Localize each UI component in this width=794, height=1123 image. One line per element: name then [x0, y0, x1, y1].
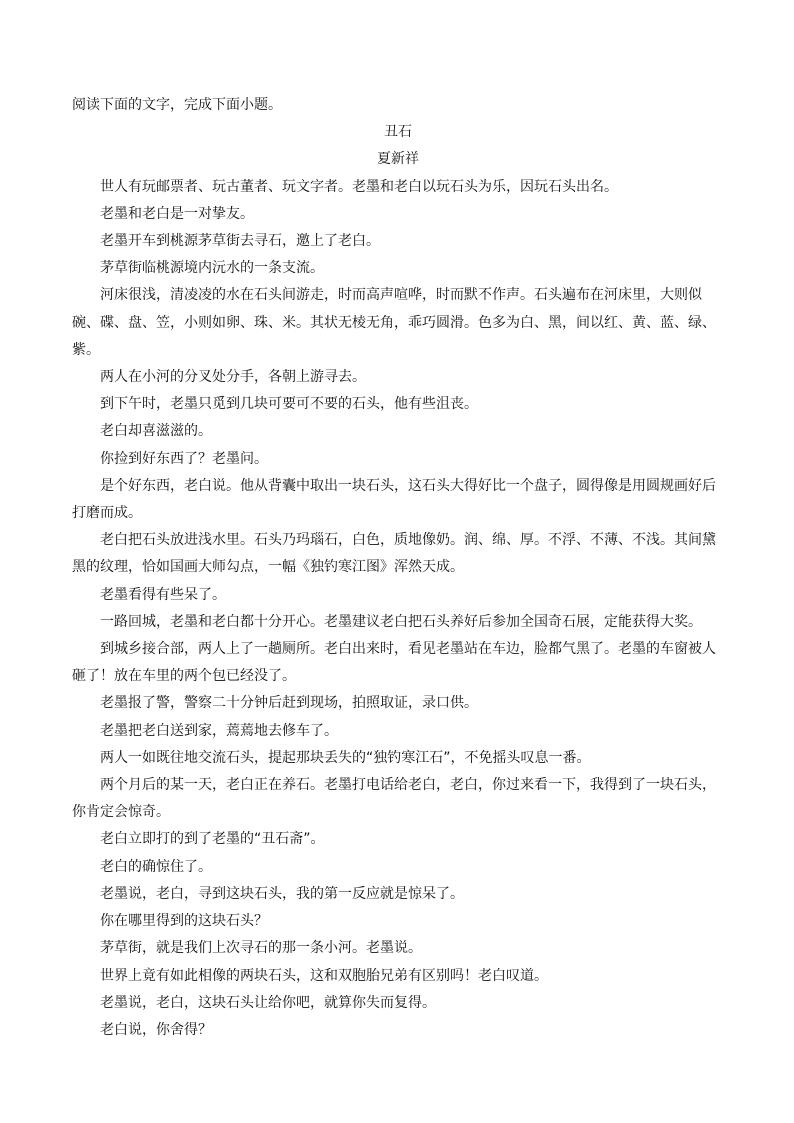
story-paragraph: 到城乡接合部，两人上了一趟厕所。老白出来时，看见老墨站在车边，脸都气黑了。老墨的车窗被人砸了！放在车里的两个包已经没了。 [72, 641, 716, 685]
story-paragraph: 你捡到好东西了？老墨问。 [100, 450, 268, 467]
document-body [72, 92, 724, 1044]
story-paragraph: 老墨看得有些呆了。 [100, 586, 226, 603]
story-paragraph: 两个月后的某一天，老白正在养石。老墨打电话给老白，老白，你过来看一下，我得到了一块石头，你肯定会惊奇。 [72, 777, 716, 821]
story-paragraph: 老墨说，老白，寻到这块石头，我的第一反应就是惊呆了。 [100, 885, 464, 902]
story-paragraph: 一路回城，老墨和老白都十分开心。老墨建议老白把石头养好后参加全国奇石展，定能获得大奖。 [100, 613, 702, 630]
story-paragraph: 你在哪里得到的这块石头？ [100, 913, 268, 930]
story-paragraph: 河床很浅，清凌凌的水在石头间游走，时而高声喧哗，时而默不作声。石头遍布在河床里，大则似碗、碟、盘、笠，小则如卵、珠、米。其状无棱无角，乖巧圆滑。色多为白、黑，间以红、黄、蓝、绿、紫。 [72, 287, 716, 358]
story-paragraph: 老墨报了警，警察二十分钟后赶到现场，拍照取证，录口供。 [100, 695, 478, 712]
story-paragraph: 老墨和老白是一对挚友。 [100, 205, 254, 222]
story-paragraph: 世人有玩邮票者、玩古董者、玩文字者。老墨和老白以玩石头为乐，因玩石头出名。 [100, 178, 618, 195]
story-paragraph: 茅草街，就是我们上次寻石的那一条小河。老墨说。 [100, 940, 422, 957]
story-paragraph: 老白把石头放进浅水里。石头乃玛瑙石，白色，质地像奶。润、绵、厚。不浮、不薄、不浅。其间黛黑的纹理，恰如国画大师勾点，一幅《独钓寒江图》浑然天成。 [72, 532, 716, 576]
story-paragraph: 老白立即打的到了老墨的“丑石斋”。 [100, 831, 325, 848]
reading-instruction: 阅读下面的文字，完成下面小题。 [72, 97, 282, 113]
story-paragraph: 到下午时，老墨只觅到几块可要可不要的石头，他有些沮丧。 [100, 396, 478, 413]
story-paragraph: 两人一如既往地交流石头，提起那块丢失的“独钓寒江石”，不免摇头叹息一番。 [100, 749, 591, 766]
story-paragraph: 两人在小河的分叉处分手，各朝上游寻去。 [100, 369, 366, 386]
story-paragraph: 老墨说，老白，这块石头让给你吧，就算你失而复得。 [100, 994, 436, 1011]
story-author: 夏新祥 [377, 151, 419, 168]
story-paragraph: 老白的确惊住了。 [100, 858, 212, 875]
story-paragraph: 老墨开车到桃源茅草街去寻石，邀上了老白。 [100, 233, 380, 250]
story-paragraph: 是个好东西，老白说。他从背囊中取出一块石头，这石头大得好比一个盘子，圆得像是用圆规画好后打磨而成。 [72, 477, 716, 522]
story-paragraph: 老白说，你舍得？ [100, 1021, 212, 1038]
story-paragraph: 茅草街临桃源境内沅水的一条支流。 [100, 260, 324, 277]
story-paragraph: 老白却喜滋滋的。 [100, 423, 212, 440]
story-title: 丑石 [384, 124, 412, 141]
story-paragraph: 老墨把老白送到家，蔫蔫地去修车了。 [100, 722, 338, 739]
story-paragraph: 世界上竟有如此相像的两块石头，这和双胞胎兄弟有区别吗！老白叹道。 [100, 967, 548, 984]
